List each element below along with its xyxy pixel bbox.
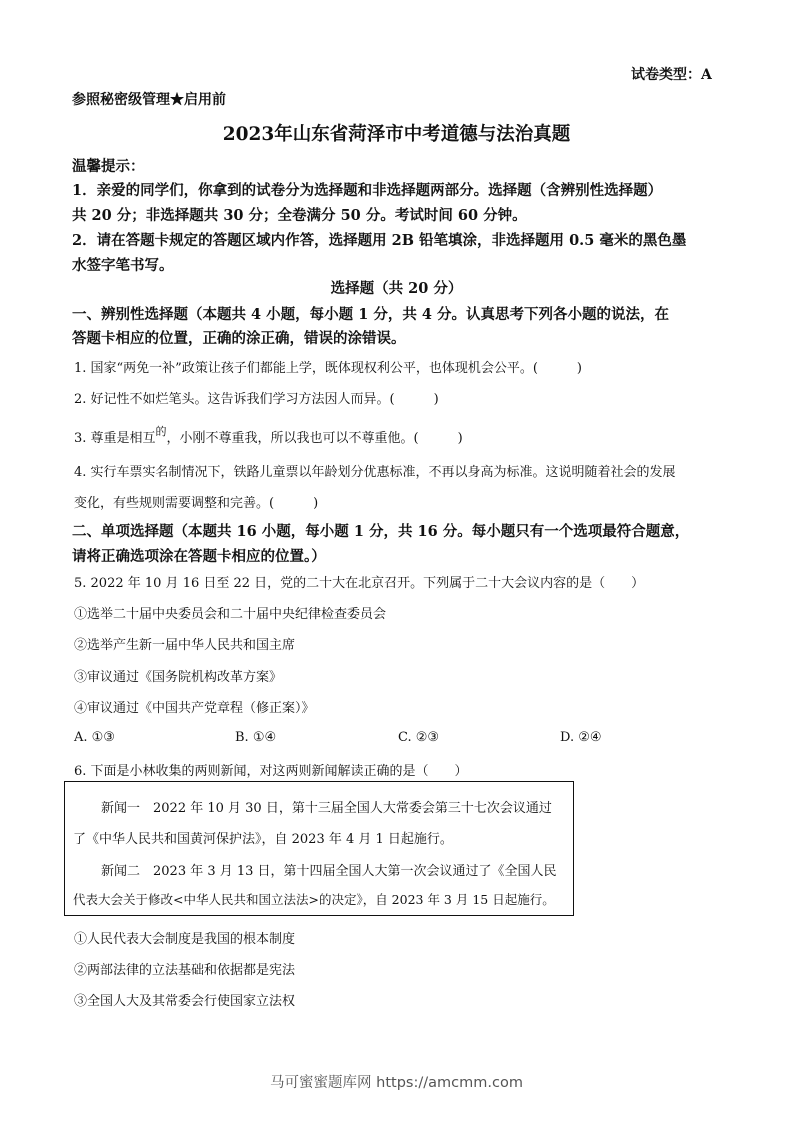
question-4: 变化，有些规则需要调整和完善。( ) bbox=[74, 496, 319, 511]
site-watermark: 马可蜜蜜题库网 https://amcmm.com bbox=[270, 1075, 523, 1091]
statement: ③审议通过《国务院机构改革方案》 bbox=[74, 670, 283, 685]
part2-heading: 请将正确选项涂在答题卡相应的位置。） bbox=[72, 548, 326, 565]
statement: ②两部法律的立法基础和依据都是宪法 bbox=[74, 963, 296, 978]
statement: ④审议通过《中国共产党章程（修正案）》 bbox=[74, 701, 315, 716]
option-a: A. ①③ bbox=[74, 730, 115, 745]
question-6-stem: 6. 下面是小林收集的两则新闻，对这两则新闻解读正确的是（ ） bbox=[74, 764, 468, 779]
statement: ①选举二十届中央委员会和二十届中央纪律检查委员会 bbox=[74, 607, 387, 622]
statement: ①人民代表大会制度是我国的根本制度 bbox=[74, 932, 296, 947]
option-c: C. ②③ bbox=[398, 730, 440, 745]
news-2-line: 新闻二 2023 年 3 月 13 日，第十四届全国人大第一次会议通过了《全国人民 bbox=[101, 864, 557, 879]
confidential-label: 参照秘密级管理★启用前 bbox=[72, 92, 226, 108]
question-2: 2. 好记性不如烂笔头。这告诉我们学习方法因人而异。( ) bbox=[74, 392, 439, 407]
notice-line: 水签字笔书写。 bbox=[72, 257, 174, 274]
news-box bbox=[64, 781, 574, 916]
part1-heading: 一、辨别性选择题（本题共 4 小题，每小题 1 分，共 4 分。认真思考下列各小题的说法，在 bbox=[72, 306, 670, 323]
news-1-line: 新闻一 2022 年 10 月 30 日，第十三届全国人大常委会第三十七次会议通过 bbox=[101, 801, 552, 816]
question-3 bbox=[74, 427, 463, 446]
statement: ②选举产生新一届中华人民共和国主席 bbox=[74, 638, 296, 653]
section-title: 选择题（共 20 分） bbox=[330, 280, 463, 297]
statement: ③全国人大及其常委会行使国家立法权 bbox=[74, 994, 296, 1009]
news-1-line: 了《中华人民共和国黄河保护法》，自 2023 年 4 月 1 日起施行。 bbox=[73, 832, 453, 847]
part1-heading: 答题卡相应的位置，正确的涂正确，错误的涂错误。 bbox=[72, 330, 406, 347]
page-title: 2023年山东省菏泽市中考道德与法治真题 bbox=[222, 124, 571, 145]
notice-line: 共 20 分；非选择题共 30 分；全卷满分 50 分。考试时间 60 分钟。 bbox=[72, 207, 527, 224]
question-4: 4. 实行车票实名制情况下，铁路儿童票以年龄划分优惠标准，不再以身高为标准。这说明随着社会的发展 bbox=[74, 465, 676, 480]
question-3-superscript: 的 bbox=[155, 425, 167, 438]
paper-type: 试卷类型：A bbox=[631, 67, 712, 83]
part2-heading: 二、单项选择题（本题共 16 小题，每小题 1 分，共 16 分。每小题只有一个选项最符合题意， bbox=[72, 523, 690, 540]
notice-line: 2．请在答题卡规定的答题区域内作答，选择题用 2B 铅笔填涂，非选择题用 0.5 毫米的黑色墨 bbox=[72, 232, 687, 249]
question-5-stem: 5. 2022 年 10 月 16 日至 22 日，党的二十大在北京召开。下列属于二十大会议内容的是（ ） bbox=[74, 576, 645, 591]
question-3-text: 3. 尊重是相互 bbox=[74, 431, 156, 446]
option-d: D. ②④ bbox=[560, 730, 602, 745]
option-b: B. ①④ bbox=[235, 730, 277, 745]
question-3-text: ，小刚不尊重我，所以我也可以不尊重他。( ) bbox=[166, 431, 463, 446]
question-1: 1. 国家“两免一补”政策让孩子们都能上学，既体现权利公平，也体现机会公平。( ) bbox=[74, 361, 582, 376]
notice-label: 温馨提示： bbox=[72, 158, 145, 175]
notice-line: 1．亲爱的同学们，你拿到的试卷分为选择题和非选择题两部分。选择题（含辨别性选择题） bbox=[72, 182, 663, 199]
news-2-line: 代表大会关于修改<中华人民共和国立法法>的决定》，自 2023 年 3 月 15 日起施行。 bbox=[73, 892, 555, 907]
